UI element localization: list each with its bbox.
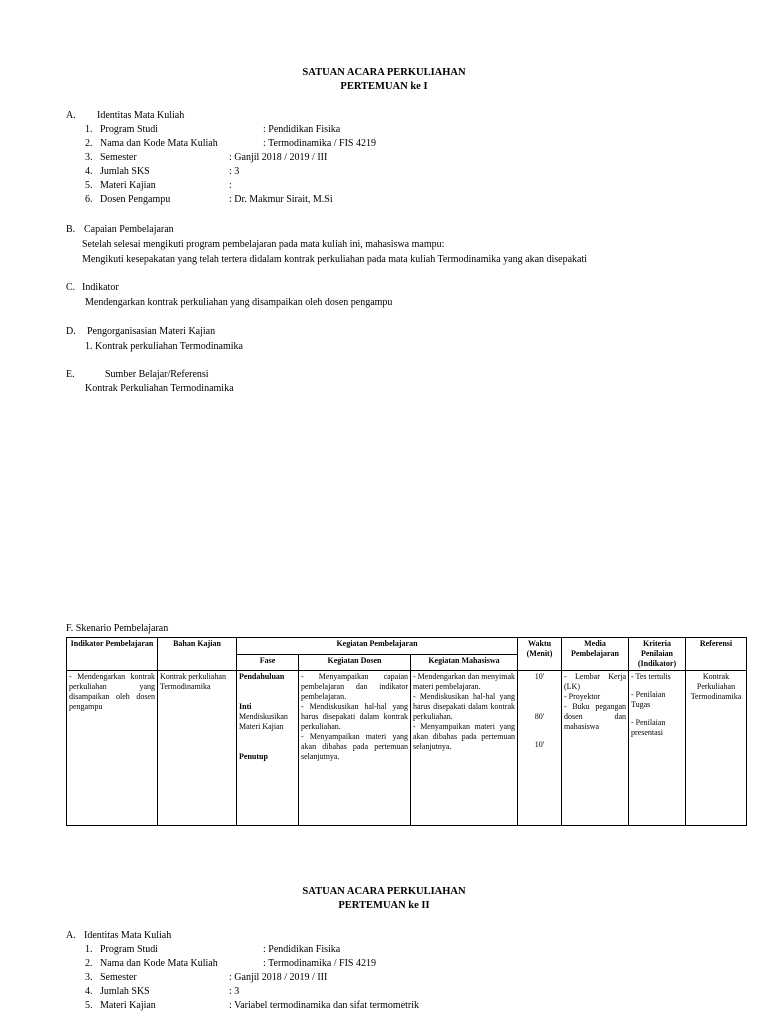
waktu-inti: 80' — [534, 712, 545, 721]
waktu-pendahuluan: 10' — [534, 672, 545, 681]
fase-inti: Inti — [239, 702, 252, 711]
item-value: : — [229, 180, 232, 191]
item-label: Jumlah SKS — [100, 986, 150, 997]
section-letter: C. — [66, 282, 76, 293]
fase-inti-desc: Mendiskusikan Materi Kajian — [239, 712, 288, 731]
item-value: : Termodinamika / FIS 4219 — [263, 138, 376, 149]
item-label: Jumlah SKS — [100, 166, 150, 177]
cell-fase — [237, 671, 299, 826]
section-letter: B. — [66, 224, 76, 235]
page-title: SATUAN ACARA PERKULIAHAN — [302, 67, 466, 78]
header-kegiatan-dosen: Kegiatan Dosen — [299, 654, 411, 671]
fase-penutup: Penutup — [239, 752, 268, 761]
media-item: - Lembar Kerja (LK) — [564, 672, 626, 691]
section-text: Kontrak Perkuliahan Termodinamika — [85, 383, 234, 394]
cell-media — [562, 671, 629, 826]
header-fase: Fase — [237, 654, 299, 671]
table-row — [67, 671, 747, 826]
item-label: Materi Kajian — [100, 1000, 156, 1011]
section-heading: Identitas Mata Kuliah — [84, 930, 172, 941]
cell-kegiatan-mahasiswa — [411, 671, 518, 826]
section-f-heading: F. Skenario Pembelajaran — [66, 623, 169, 634]
cell-indikator: - Mendengarkan kontrak perkuliahan yang disampaikan oleh dosen pengampu — [67, 671, 158, 826]
kriteria-item: - Penilaian Tugas — [631, 690, 666, 709]
section-text: Setelah selesai mengikuti program pembelajaran pada mata kuliah ini, mahasiswa mampu: — [82, 239, 445, 250]
item-number: 2. — [85, 138, 93, 149]
item-label: Program Studi — [100, 124, 159, 135]
scenario-table — [66, 637, 747, 826]
section-text: Mendengarkan kontrak perkuliahan yang disampaikan oleh dosen pengampu — [85, 297, 393, 308]
item-value: : 3 — [229, 986, 240, 997]
header-kegiatan: Kegiatan Pembelajaran — [237, 638, 518, 655]
item-number: 6. — [85, 194, 93, 205]
section-text: 1. Kontrak perkuliahan Termodinamika — [85, 341, 243, 352]
media-item: - Proyektor — [564, 692, 601, 701]
page-title: SATUAN ACARA PERKULIAHAN — [302, 886, 466, 897]
fase-pendahuluan: Pendahuluan — [239, 672, 285, 681]
kriteria-item: - Penilaian presentasi — [631, 718, 666, 737]
kriteria-item: - Tes tertulis — [631, 672, 671, 681]
item-number: 5. — [85, 180, 93, 191]
section-heading: Pengorganisasian Materi Kajian — [87, 326, 216, 337]
item-number: 4. — [85, 986, 93, 997]
item-label: Materi Kajian — [100, 180, 156, 191]
item-number: 3. — [85, 152, 93, 163]
item-number: 5. — [85, 1000, 93, 1011]
dosen-item: - Menyampaikan materi yang akan dibahas pada pertemuan selanjutnya. — [301, 732, 408, 761]
header-referensi: Referensi — [686, 638, 747, 671]
item-label: Semester — [100, 152, 137, 163]
item-number: 2. — [85, 958, 93, 969]
item-number: 1. — [85, 124, 93, 135]
header-media: Media Pembelajaran — [562, 638, 629, 671]
dosen-item: - Mendiskusikan hal-hal yang harus disepakati dalam kontrak perkuliahan. — [301, 702, 408, 731]
header-kegiatan-mahasiswa: Kegiatan Mahasiswa — [411, 654, 518, 671]
section-heading: Capaian Pembelajaran — [84, 224, 174, 235]
item-label: Semester — [100, 972, 137, 983]
section-heading: Sumber Belajar/Referensi — [105, 369, 209, 380]
item-number: 4. — [85, 166, 93, 177]
section-letter: E. — [66, 369, 75, 380]
cell-bahan-kajian: Kontrak perkuliahan Termodinamika — [158, 671, 237, 826]
table-header-row — [67, 638, 747, 655]
section-letter: D. — [66, 326, 76, 337]
item-value: : Termodinamika / FIS 4219 — [263, 958, 376, 969]
media-item: - Buku pegangan dosen dan mahasiswa — [564, 702, 626, 731]
item-value: : Pendidikan Fisika — [263, 944, 341, 955]
item-value: : Variabel termodinamika dan sifat termometrik — [229, 1000, 420, 1011]
cell-kegiatan-dosen — [299, 671, 411, 826]
item-value: : 3 — [229, 166, 240, 177]
dosen-item: - Menyampaikan capaian pembelajaran dan indikator pembelajaran. — [301, 672, 408, 701]
item-label: Program Studi — [100, 944, 159, 955]
mahasiswa-item: - Mendiskusikan hal-hal yang harus disepakati dalam kontrak perkuliahan. — [413, 692, 515, 721]
item-number: 3. — [85, 972, 93, 983]
item-value: : Pendidikan Fisika — [263, 124, 341, 135]
header-kriteria: Kriteria Penilaian (Indikator) — [629, 638, 686, 671]
item-value: : Ganjil 2018 / 2019 / III — [229, 972, 328, 983]
cell-waktu — [518, 671, 562, 826]
mahasiswa-item: - Mendengarkan dan menyimak materi pembelajaran. — [413, 672, 515, 691]
waktu-penutup: 10' — [534, 740, 545, 749]
section-letter: A. — [66, 110, 76, 121]
meeting-title: PERTEMUAN ke II — [338, 900, 430, 911]
header-bahan-kajian: Bahan Kajian — [158, 638, 237, 671]
section-letter: A. — [66, 930, 76, 941]
item-number: 1. — [85, 944, 93, 955]
item-label: Nama dan Kode Mata Kuliah — [100, 138, 218, 149]
item-label: Dosen Pengampu — [100, 194, 171, 205]
mahasiswa-item: - Menyampaikan materi yang akan dibahas pada pertemuan selanjutnya. — [413, 722, 515, 751]
section-heading: Identitas Mata Kuliah — [97, 110, 185, 121]
section-text: Mengikuti kesepakatan yang telah tertera didalam kontrak perkuliahan pada mata kuliah Termodinamika yang akan disepakati — [82, 254, 588, 265]
meeting-title: PERTEMUAN ke I — [340, 81, 428, 92]
cell-referensi: Kontrak Perkuliahan Termodinamika — [686, 671, 747, 826]
item-label: Nama dan Kode Mata Kuliah — [100, 958, 218, 969]
item-value: : Ganjil 2018 / 2019 / III — [229, 152, 328, 163]
section-heading: Indikator — [82, 282, 119, 293]
header-waktu: Waktu (Menit) — [518, 638, 562, 671]
item-value: : Dr. Makmur Sirait, M.Si — [229, 194, 333, 205]
cell-kriteria — [629, 671, 686, 826]
header-indikator: Indikator Pembelajaran — [67, 638, 158, 671]
